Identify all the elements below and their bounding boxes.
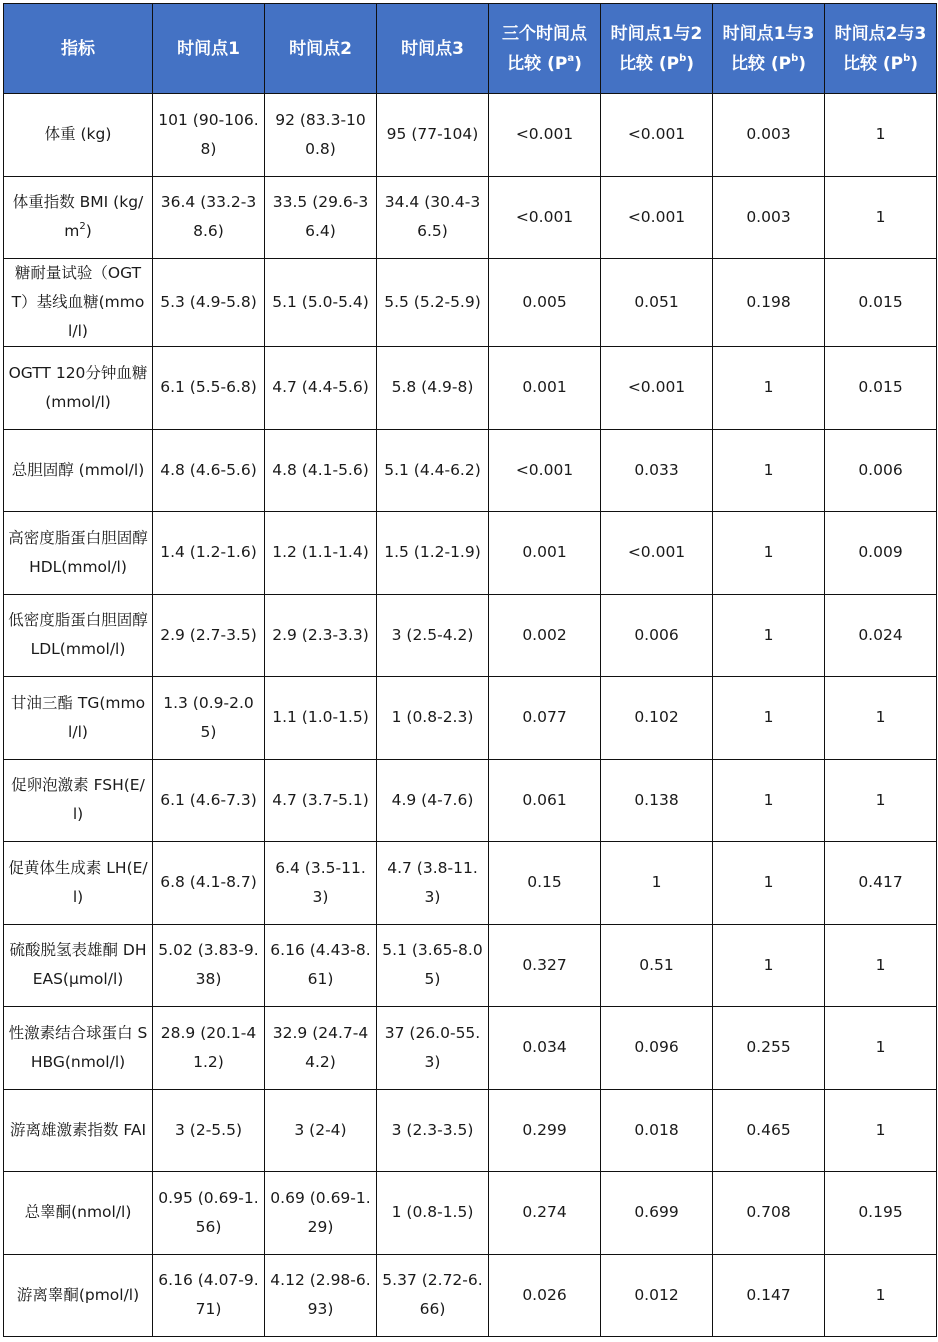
p-23-cell: 1 [825, 759, 937, 842]
p-12-cell: 1 [601, 842, 713, 925]
header-line1: 时间点1与3 [722, 23, 815, 44]
p-all-cell: <0.001 [489, 94, 601, 177]
timepoint-2-cell: 4.12 (2.98-6.93) [265, 1254, 377, 1337]
header-p-23 [825, 4, 937, 94]
timepoint-3-cell: 3 (2.3-3.5) [377, 1089, 489, 1172]
timepoint-3-cell: 5.5 (5.2-5.9) [377, 259, 489, 347]
p-12-cell: 0.096 [601, 1007, 713, 1090]
timepoint-2-cell: 4.7 (3.7-5.1) [265, 759, 377, 842]
timepoint-2-cell: 2.9 (2.3-3.3) [265, 594, 377, 677]
timepoint-3-cell: 1 (0.8-1.5) [377, 1172, 489, 1255]
table-row [4, 1254, 937, 1337]
header-line1: 三个时间点 [502, 23, 587, 44]
indicator-text: 体重指数 BMI (kg/m [12, 193, 144, 241]
timepoint-1-cell: 4.8 (4.6-5.6) [153, 429, 265, 512]
timepoint-3-cell: 4.7 (3.8-11.3) [377, 842, 489, 925]
p-12-cell: 0.51 [601, 924, 713, 1007]
p-13-cell: 1 [713, 512, 825, 595]
timepoint-3-cell: 5.8 (4.9-8) [377, 347, 489, 430]
p-23-cell: 0.009 [825, 512, 937, 595]
timepoint-2-cell: 4.8 (4.1-5.6) [265, 429, 377, 512]
table-row [4, 429, 937, 512]
indicator-cell: OGTT 120分钟血糖 (mmol/l) [4, 347, 153, 430]
p-all-cell: 0.005 [489, 259, 601, 347]
timepoint-1-cell: 2.9 (2.7-3.5) [153, 594, 265, 677]
timepoint-2-cell: 3 (2-4) [265, 1089, 377, 1172]
p-23-cell: 1 [825, 1007, 937, 1090]
p-all-cell: 0.15 [489, 842, 601, 925]
p-all-cell: <0.001 [489, 176, 601, 259]
table-row [4, 1089, 937, 1172]
p-all-cell: 0.061 [489, 759, 601, 842]
header-p-all [489, 4, 601, 94]
header-timepoint-1: 时间点1 [153, 4, 265, 94]
timepoint-1-cell: 28.9 (20.1-41.2) [153, 1007, 265, 1090]
timepoint-2-cell: 4.7 (4.4-5.6) [265, 347, 377, 430]
superscript: a [567, 52, 575, 64]
timepoint-2-cell: 1.2 (1.1-1.4) [265, 512, 377, 595]
header-row [4, 4, 937, 94]
table-header [4, 4, 937, 94]
p-23-cell: 0.006 [825, 429, 937, 512]
indicator-cell: 促黄体生成素 LH(E/l) [4, 842, 153, 925]
p-23-cell: 1 [825, 1254, 937, 1337]
p-13-cell: 1 [713, 759, 825, 842]
header-text: 比较 (P [842, 53, 904, 74]
p-12-cell: 0.006 [601, 594, 713, 677]
p-23-cell: 0.015 [825, 259, 937, 347]
p-23-cell: 1 [825, 677, 937, 760]
timepoint-2-cell: 32.9 (24.7-44.2) [265, 1007, 377, 1090]
header-text: ) [574, 53, 582, 74]
timepoint-3-cell: 5.1 (3.65-8.05) [377, 924, 489, 1007]
indicator-cell: 游离睾酮(pmol/l) [4, 1254, 153, 1337]
p-all-cell: 0.002 [489, 594, 601, 677]
p-13-cell: 1 [713, 677, 825, 760]
header-line1: 时间点1与2 [610, 23, 703, 44]
timepoint-1-cell: 3 (2-5.5) [153, 1089, 265, 1172]
p-all-cell: 0.299 [489, 1089, 601, 1172]
p-13-cell: 1 [713, 594, 825, 677]
timepoint-1-cell: 5.3 (4.9-5.8) [153, 259, 265, 347]
header-line2 [828, 49, 933, 79]
timepoint-3-cell: 4.9 (4-7.6) [377, 759, 489, 842]
timepoint-2-cell: 92 (83.3-100.8) [265, 94, 377, 177]
superscript: 2 [79, 221, 86, 233]
header-p-13 [713, 4, 825, 94]
timepoint-1-cell: 5.02 (3.83-9.38) [153, 924, 265, 1007]
timepoint-2-cell: 0.69 (0.69-1.29) [265, 1172, 377, 1255]
timepoint-1-cell: 1.4 (1.2-1.6) [153, 512, 265, 595]
p-12-cell: 0.012 [601, 1254, 713, 1337]
header-text: ) [686, 53, 695, 74]
p-13-cell: 1 [713, 347, 825, 430]
p-all-cell: 0.001 [489, 347, 601, 430]
table-row [4, 759, 937, 842]
header-line2 [492, 49, 597, 79]
timepoint-3-cell: 95 (77-104) [377, 94, 489, 177]
timepoint-1-cell: 1.3 (0.9-2.05) [153, 677, 265, 760]
p-all-cell: 0.327 [489, 924, 601, 1007]
indicator-cell: 低密度脂蛋白胆固醇LDL(mmol/l) [4, 594, 153, 677]
table-row [4, 842, 937, 925]
table-row [4, 176, 937, 259]
p-13-cell: 0.003 [713, 94, 825, 177]
table-body [4, 94, 937, 1337]
indicator-cell: 性激素结合球蛋白 SHBG(nmol/l) [4, 1007, 153, 1090]
header-p-12 [601, 4, 713, 94]
superscript: b [903, 52, 911, 64]
header-text: ) [910, 53, 919, 74]
p-13-cell: 0.255 [713, 1007, 825, 1090]
timepoint-2-cell: 5.1 (5.0-5.4) [265, 259, 377, 347]
timepoint-3-cell: 3 (2.5-4.2) [377, 594, 489, 677]
p-all-cell: 0.077 [489, 677, 601, 760]
timepoint-1-cell: 6.1 (5.5-6.8) [153, 347, 265, 430]
timepoint-1-cell: 6.16 (4.07-9.71) [153, 1254, 265, 1337]
p-13-cell: 1 [713, 429, 825, 512]
p-12-cell: <0.001 [601, 176, 713, 259]
indicator-cell [4, 176, 153, 259]
timepoint-3-cell: 1 (0.8-2.3) [377, 677, 489, 760]
timepoint-1-cell: 0.95 (0.69-1.56) [153, 1172, 265, 1255]
results-table [3, 3, 937, 1337]
header-indicator: 指标 [4, 4, 153, 94]
p-12-cell: <0.001 [601, 94, 713, 177]
p-23-cell: 1 [825, 924, 937, 1007]
indicator-cell: 硫酸脱氢表雄酮 DHEAS(µmol/l) [4, 924, 153, 1007]
table-row [4, 347, 937, 430]
indicator-cell: 总睾酮(nmol/l) [4, 1172, 153, 1255]
p-13-cell: 1 [713, 842, 825, 925]
p-23-cell: 1 [825, 94, 937, 177]
p-23-cell: 1 [825, 1089, 937, 1172]
indicator-cell: 游离雄激素指数 FAI [4, 1089, 153, 1172]
p-12-cell: <0.001 [601, 512, 713, 595]
p-all-cell: 0.001 [489, 512, 601, 595]
timepoint-2-cell: 33.5 (29.6-36.4) [265, 176, 377, 259]
p-12-cell: 0.102 [601, 677, 713, 760]
table-row [4, 677, 937, 760]
timepoint-3-cell: 5.1 (4.4-6.2) [377, 429, 489, 512]
timepoint-1-cell: 101 (90-106.8) [153, 94, 265, 177]
timepoint-3-cell: 37 (26.0-55.3) [377, 1007, 489, 1090]
p-13-cell: 0.147 [713, 1254, 825, 1337]
p-12-cell: 0.018 [601, 1089, 713, 1172]
p-23-cell: 1 [825, 176, 937, 259]
p-all-cell: 0.034 [489, 1007, 601, 1090]
timepoint-1-cell: 6.1 (4.6-7.3) [153, 759, 265, 842]
indicator-text: ) [85, 222, 92, 241]
header-timepoint-2: 时间点2 [265, 4, 377, 94]
header-text: 比较 (P [730, 53, 792, 74]
p-13-cell: 0.708 [713, 1172, 825, 1255]
header-line2 [716, 49, 821, 79]
table-row [4, 512, 937, 595]
p-23-cell: 0.417 [825, 842, 937, 925]
p-12-cell: 0.033 [601, 429, 713, 512]
header-text: 比较 (P [507, 53, 568, 74]
timepoint-2-cell: 6.16 (4.43-8.61) [265, 924, 377, 1007]
table-row [4, 94, 937, 177]
timepoint-2-cell: 6.4 (3.5-11.3) [265, 842, 377, 925]
p-12-cell: 0.138 [601, 759, 713, 842]
p-23-cell: 0.024 [825, 594, 937, 677]
p-13-cell: 0.465 [713, 1089, 825, 1172]
p-13-cell: 0.198 [713, 259, 825, 347]
p-23-cell: 0.195 [825, 1172, 937, 1255]
p-13-cell: 1 [713, 924, 825, 1007]
header-text: 比较 (P [618, 53, 680, 74]
timepoint-2-cell: 1.1 (1.0-1.5) [265, 677, 377, 760]
p-all-cell: <0.001 [489, 429, 601, 512]
indicator-cell: 体重 (kg) [4, 94, 153, 177]
p-13-cell: 0.003 [713, 176, 825, 259]
header-text: ) [798, 53, 807, 74]
table-row [4, 594, 937, 677]
p-all-cell: 0.274 [489, 1172, 601, 1255]
header-timepoint-3: 时间点3 [377, 4, 489, 94]
superscript: b [791, 52, 799, 64]
table-row [4, 259, 937, 347]
table-row [4, 924, 937, 1007]
indicator-cell: 促卵泡激素 FSH(E/l) [4, 759, 153, 842]
indicator-cell: 高密度脂蛋白胆固醇HDL(mmol/l) [4, 512, 153, 595]
header-line1: 时间点2与3 [834, 23, 927, 44]
timepoint-3-cell: 5.37 (2.72-6.66) [377, 1254, 489, 1337]
indicator-cell: 总胆固醇 (mmol/l) [4, 429, 153, 512]
superscript: b [679, 52, 687, 64]
timepoint-1-cell: 6.8 (4.1-8.7) [153, 842, 265, 925]
p-12-cell: 0.051 [601, 259, 713, 347]
table-row [4, 1007, 937, 1090]
p-23-cell: 0.015 [825, 347, 937, 430]
table-row [4, 1172, 937, 1255]
timepoint-3-cell: 34.4 (30.4-36.5) [377, 176, 489, 259]
timepoint-1-cell: 36.4 (33.2-38.6) [153, 176, 265, 259]
header-line2 [604, 49, 709, 79]
p-12-cell: <0.001 [601, 347, 713, 430]
p-all-cell: 0.026 [489, 1254, 601, 1337]
indicator-cell: 甘油三酯 TG(mmol/l) [4, 677, 153, 760]
indicator-cell: 糖耐量试验（OGTT）基线血糖(mmol/l) [4, 259, 153, 347]
p-12-cell: 0.699 [601, 1172, 713, 1255]
timepoint-3-cell: 1.5 (1.2-1.9) [377, 512, 489, 595]
